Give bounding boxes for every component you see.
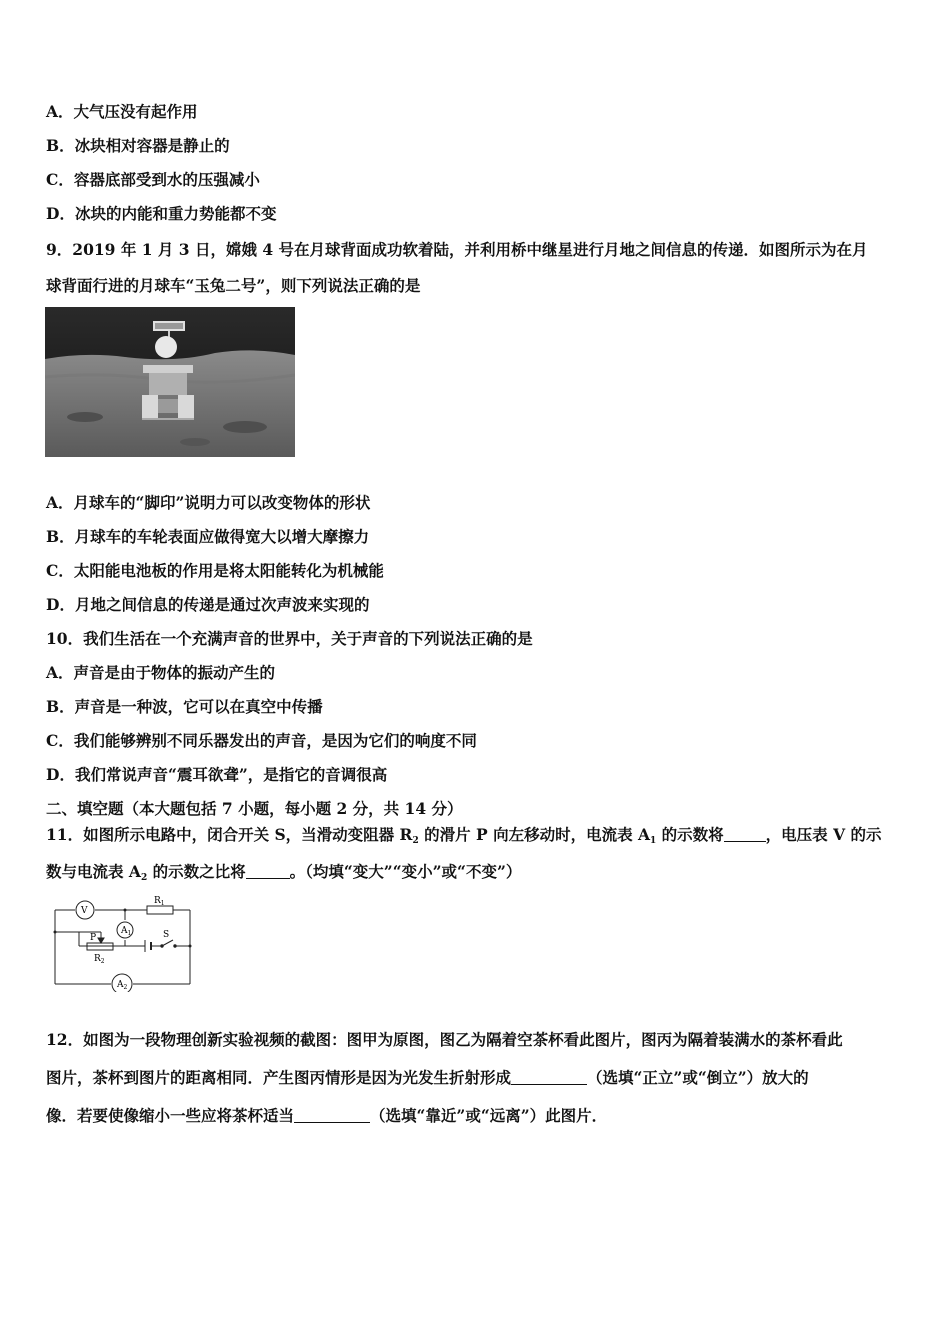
r1-label (154, 896, 165, 907)
a2-letter: A (117, 980, 124, 990)
q10-option-d: D．我们常说声音“震耳欲聋”，是指它的音调很高 (46, 765, 388, 784)
q12-line2 (46, 1068, 809, 1088)
circuit-diagram (45, 892, 205, 992)
subscript: 2 (412, 836, 419, 846)
lunar-rover-photo (45, 307, 295, 457)
a1-label (120, 926, 131, 937)
switch-label: S (163, 930, 170, 940)
q11-text: 的示数之比将 (147, 862, 246, 881)
q9-stem-line2: 球背面行进的月球车“玉兔二号”，则下列说法正确的是 (46, 276, 421, 295)
q9-option-b: B．月球车的车轮表面应做得宽大以增大摩擦力 (46, 527, 370, 546)
voltmeter-label: V (81, 906, 88, 916)
q8-option-c: C．容器底部受到水的压强减小 (46, 170, 260, 189)
q9-option-d: D．月地之间信息的传递是通过次声波来实现的 (46, 595, 370, 614)
a2-sub: 2 (123, 984, 128, 991)
q8-option-d: D．冰块的内能和重力势能都不变 (46, 204, 277, 223)
q9-stem-line1: 9．2019 年 1 月 3 日，嫦娥 4 号在月球背面成功软着陆，并利用桥中继星进行月地之间信息的传递．如图所示为在月 (46, 240, 868, 259)
r2-letter: R (94, 954, 101, 964)
q11-text: 的示数将 (656, 825, 724, 844)
q12-text: （选填“靠近”或“远离”）此图片． (370, 1106, 608, 1125)
q12-text: （选填“正立”或“倒立”）放大的 (587, 1068, 809, 1087)
q11-text: 。（均填“变大”“变小”或“不变”） (289, 862, 522, 881)
q8-option-a: A．大气压没有起作用 (46, 102, 198, 121)
q8-option-b: B．冰块相对容器是静止的 (46, 136, 230, 155)
q10-stem: 10．我们生活在一个充满声音的世界中，关于声音的下列说法正确的是 (46, 629, 533, 648)
q11-text: 数与电流表 A (46, 862, 141, 881)
q12-blank-2[interactable] (294, 1106, 370, 1123)
r2-sub: 2 (100, 958, 105, 965)
q11-text: 的滑片 P 向左移动时，电流表 A (418, 825, 650, 844)
q11-line2 (46, 862, 521, 888)
q9-option-c: C．太阳能电池板的作用是将太阳能转化为机械能 (46, 561, 384, 580)
slider-p-label: P (90, 933, 97, 943)
q10-option-b: B．声音是一种波，它可以在真空中传播 (46, 697, 323, 716)
q11-text: ，电压表 V 的示 (765, 825, 882, 844)
q11-line1 (46, 825, 882, 851)
q11-text: 11．如图所示电路中，闭合开关 S，当滑动变阻器 R (46, 825, 413, 844)
q12-blank-1[interactable] (511, 1068, 587, 1085)
r1-letter: R (154, 896, 161, 906)
q10-option-c: C．我们能够辨别不同乐器发出的声音，是因为它们的响度不同 (46, 731, 477, 750)
q11-blank-2[interactable] (246, 862, 290, 879)
q12-text: 像．若要使像缩小一些应将茶杯适当 (46, 1106, 295, 1125)
q12-text: 图片，茶杯到图片的距离相同．产生图丙情形是因为光发生折射形成 (46, 1068, 512, 1087)
q12-line3 (46, 1106, 607, 1126)
a1-letter: A (121, 926, 128, 936)
q10-option-a: A．声音是由于物体的振动产生的 (46, 663, 276, 682)
a2-label (116, 980, 128, 991)
subscript: 1 (650, 836, 657, 846)
q11-blank-1[interactable] (724, 825, 766, 842)
subscript: 2 (140, 873, 148, 883)
q12-line1: 12．如图为一段物理创新实验视频的截图：图甲为原图，图乙为隔着空茶杯看此图片，图丙为隔着装满水的茶杯看此 (46, 1030, 843, 1049)
q9-option-a: A．月球车的“脚印”说明力可以改变物体的形状 (46, 493, 371, 512)
r1-sub: 1 (160, 900, 165, 907)
section-fill-in-heading: 二、填空题（本大题包括 7 小题，每小题 2 分，共 14 分） (46, 799, 463, 818)
r2-label (94, 954, 105, 965)
a1-sub: 1 (127, 930, 132, 937)
